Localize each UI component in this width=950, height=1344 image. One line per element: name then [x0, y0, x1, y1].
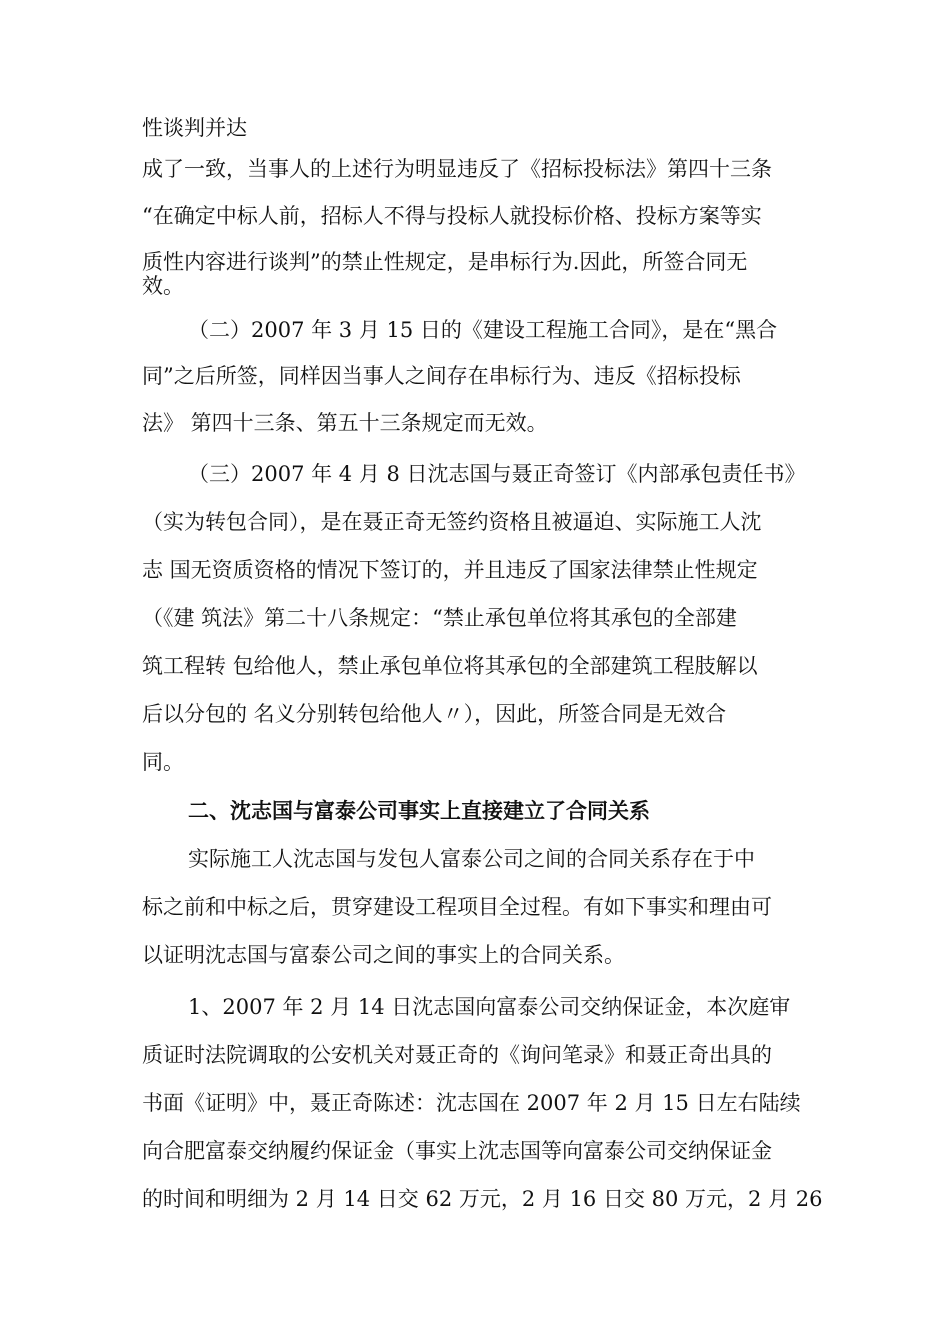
text-line: 后以分包的 名义分别转包给他人〃），因此，所签合同是无效合 — [142, 702, 727, 726]
text-line: （《建 筑法》第二十八条规定：“禁止承包单位将其承包的全部建 — [142, 606, 737, 630]
section-heading: 二、沈志国与富泰公司事实上直接建立了合同关系 — [188, 799, 650, 823]
text-line: “在确定中标人前，招标人不得与投标人就投标价格、投标方案等实 — [142, 204, 762, 228]
text-line: 成了一致，当事人的上述行为明显违反了《招标投标法》第四十三条 — [142, 157, 772, 181]
text-line: 同”之后所签，同样因当事人之间存在串标行为、违反《招标投标 — [142, 364, 741, 388]
paragraph-line: （三）2007 年 4 月 8 日沈志国与聂正奇签订《内部承包责任书》 — [188, 462, 806, 486]
paragraph-line: 实际施工人沈志国与发包人富泰公司之间的合同关系存在于中 — [188, 847, 755, 871]
paragraph-line: （二）2007 年 3 月 15 日的《建设工程施工合同》，是在“黑合 — [188, 318, 778, 342]
text-line: 向合肥富泰交纳履约保证金（事实上沈志国等向富泰公司交纳保证金 — [142, 1139, 772, 1163]
text-line: 标之前和中标之后，贯穿建设工程项目全过程。有如下事实和理由可 — [142, 895, 772, 919]
text-line: 效。 — [142, 274, 184, 298]
text-line: 同。 — [142, 750, 184, 774]
text-line: 质证时法院调取的公安机关对聂正奇的《询问笔录》和聂正奇出具的 — [142, 1043, 772, 1067]
text-line: 法》 第四十三条、第五十三条规定而无效。 — [142, 411, 548, 435]
text-line: （实为转包合同），是在聂正奇无签约资格且被逼迫、实际施工人沈 — [142, 510, 762, 534]
text-line: 志 国无资质资格的情况下签订的，并且违反了国家法律禁止性规定 — [142, 558, 758, 582]
paragraph-line: 1、2007 年 2 月 14 日沈志国向富泰公司交纳保证金，本次庭审 — [188, 995, 791, 1019]
text-line: 书面《证明》中，聂正奇陈述：沈志国在 2007 年 2 月 15 日左右陆续 — [142, 1091, 801, 1115]
text-line: 质性内容进行谈判”的禁止性规定，是串标行为.因此，所签合同无 — [142, 250, 748, 274]
text-line: 筑工程转 包给他人，禁止承包单位将其承包的全部建筑工程肢解以 — [142, 654, 758, 678]
text-line: 性谈判并达 — [142, 116, 247, 140]
text-line: 的时间和明细为 2 月 14 日交 62 万元，2 月 16 日交 80 万元，2 月 26 — [142, 1187, 823, 1211]
text-line: 以证明沈志国与富泰公司之间的事实上的合同关系。 — [142, 943, 625, 967]
